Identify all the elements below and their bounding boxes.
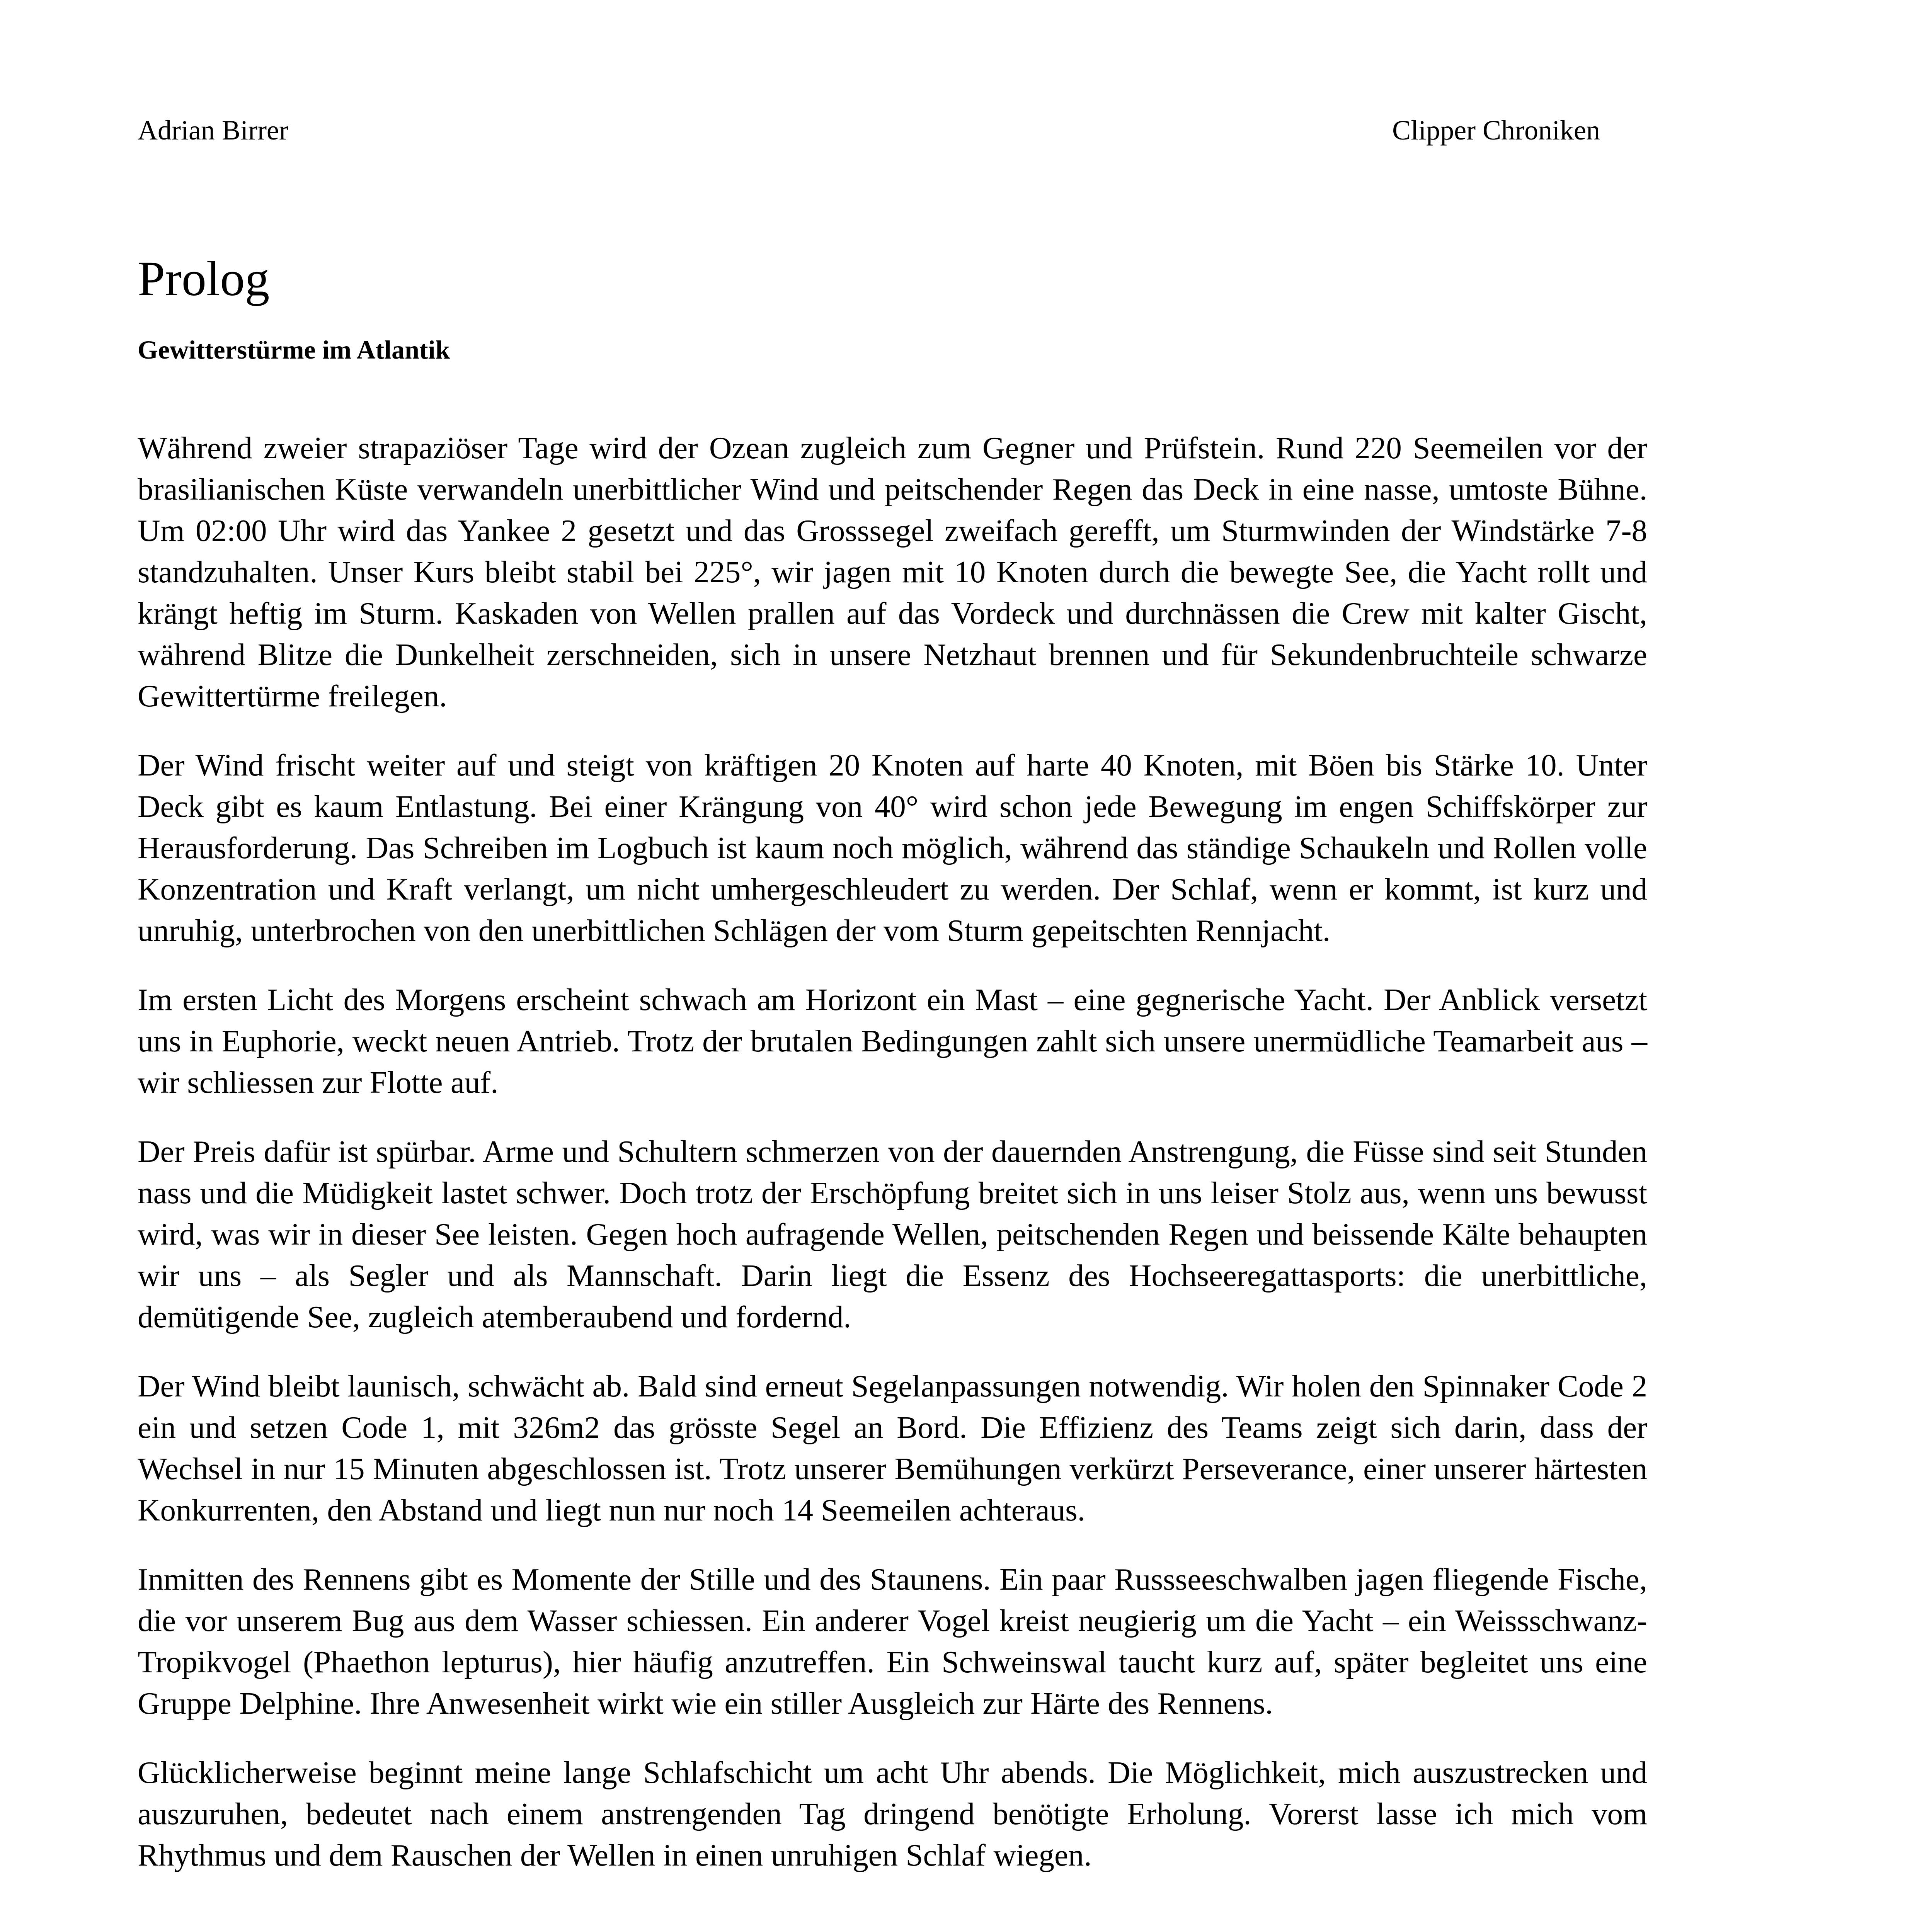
chapter-title: Prolog xyxy=(138,251,270,306)
paragraph: Der Preis dafür ist spürbar. Arme und Schultern schmerzen von der dauernden Anstrengung, die Füsse sind seit Stunden nass und die Müdigkeit lastet schwer. Doch trotz der Erschöpfung breitet sich in uns leiser Stolz aus, wenn uns bewusst wird, was wir in dieser See leisten. Gegen hoch aufragende Wellen, peitschenden Regen und beissende Kälte behaupten wir uns – als Segler und als Mannschaft. Darin liegt die Essenz des Hochseeregattasports: die unerbittliche, demütigende See, zugleich atemberaubend und fordernd. xyxy=(138,1134,1647,1334)
paragraph: Der Wind frischt weiter auf und steigt von kräftigen 20 Knoten auf harte 40 Knoten, mit Böen bis Stärke 10. Unter Deck gibt es kaum Entlastung. Bei einer Krängung von 40° wird schon jede Bewegung im engen Schiffskörper zur Herausforderung. Das Schreiben im Logbuch ist kaum noch möglich, während das ständige Schaukeln und Rollen volle Konzentration und Kraft verlangt, um nicht umhergeschleudert zu werden. Der Schlaf, wenn er kommt, ist kurz und unruhig, unterbrochen von den unerbittlichen Schlägen der vom Sturm gepeitschten Rennjacht. xyxy=(138,748,1647,948)
header-author: Adrian Birrer xyxy=(138,115,288,146)
paragraph: Im ersten Licht des Morgens erscheint schwach am Horizont ein Mast – eine gegnerische Yacht. Der Anblick versetzt uns in Euphorie, weckt neuen Antrieb. Trotz der brutalen Bedingungen zahlt sich unsere unermüdliche Teamarbeit aus – wir schliessen zur Flotte auf. xyxy=(138,982,1647,1100)
paragraph: Während zweier strapaziöser Tage wird der Ozean zugleich zum Gegner und Prüfstein. Rund 220 Seemeilen vor der brasilianischen Küste verwandeln unerbittlicher Wind und peitschender Regen das Deck in eine nasse, umtoste Bühne. Um 02:00 Uhr wird das Yankee 2 gesetzt und das Grosssegel zweifach gerefft, um Sturmwinden der Windstärke 7-8 standzuhalten. Unser Kurs bleibt stabil bei 225°, wir jagen mit 10 Knoten durch die bewegte See, die Yacht rollt und krängt heftig im Sturm. Kaskaden von Wellen prallen auf das Vordeck und durchnässen die Crew mit kalter Gischt, während Blitze die Dunkelheit zerschneiden, sich in unsere Netzhaut brennen und für Sekundenbruchteile schwarze Gewittertürme freilegen. xyxy=(138,430,1647,713)
paragraph: Inmitten des Rennens gibt es Momente der Stille und des Staunens. Ein paar Russseeschwalben jagen fliegende Fische, die vor unserem Bug aus dem Wasser schiessen. Ein anderer Vogel kreist neugierig um die Yacht – ein Weissschwanz-Tropikvogel (Phaethon lepturus), hier häufig anzutreffen. Ein Schweinswal taucht kurz auf, später begleitet uns eine Gruppe Delphine. Ihre Anwesenheit wirkt wie ein stiller Ausgleich zur Härte des Rennens. xyxy=(138,1562,1647,1721)
paragraph: Glücklicherweise beginnt meine lange Schlafschicht um acht Uhr abends. Die Möglichkeit, mich auszustrecken und auszuruhen, bedeutet nach einem anstrengenden Tag dringend benötigte Erholung. Vorerst lasse ich mich vom Rhythmus und dem Rauschen der Wellen in einen unruhigen Schlaf wiegen. xyxy=(138,1755,1647,1872)
body-text xyxy=(138,427,1647,1904)
chapter-subtitle: Gewitterstürme im Atlantik xyxy=(138,335,450,364)
header-book-title: Clipper Chroniken xyxy=(1392,115,1600,146)
paragraph: Der Wind bleibt launisch, schwächt ab. Bald sind erneut Segelanpassungen notwendig. Wir holen den Spinnaker Code 2 ein und setzen Code 1, mit 326m2 das grösste Segel an Bord. Die Effizienz des Teams zeigt sich darin, dass der Wechsel in nur 15 Minuten abgeschlossen ist. Trotz unserer Bemühungen verkürzt Perseverance, einer unserer härtesten Konkurrenten, den Abstand und liegt nun nur noch 14 Seemeilen achteraus. xyxy=(138,1369,1647,1527)
